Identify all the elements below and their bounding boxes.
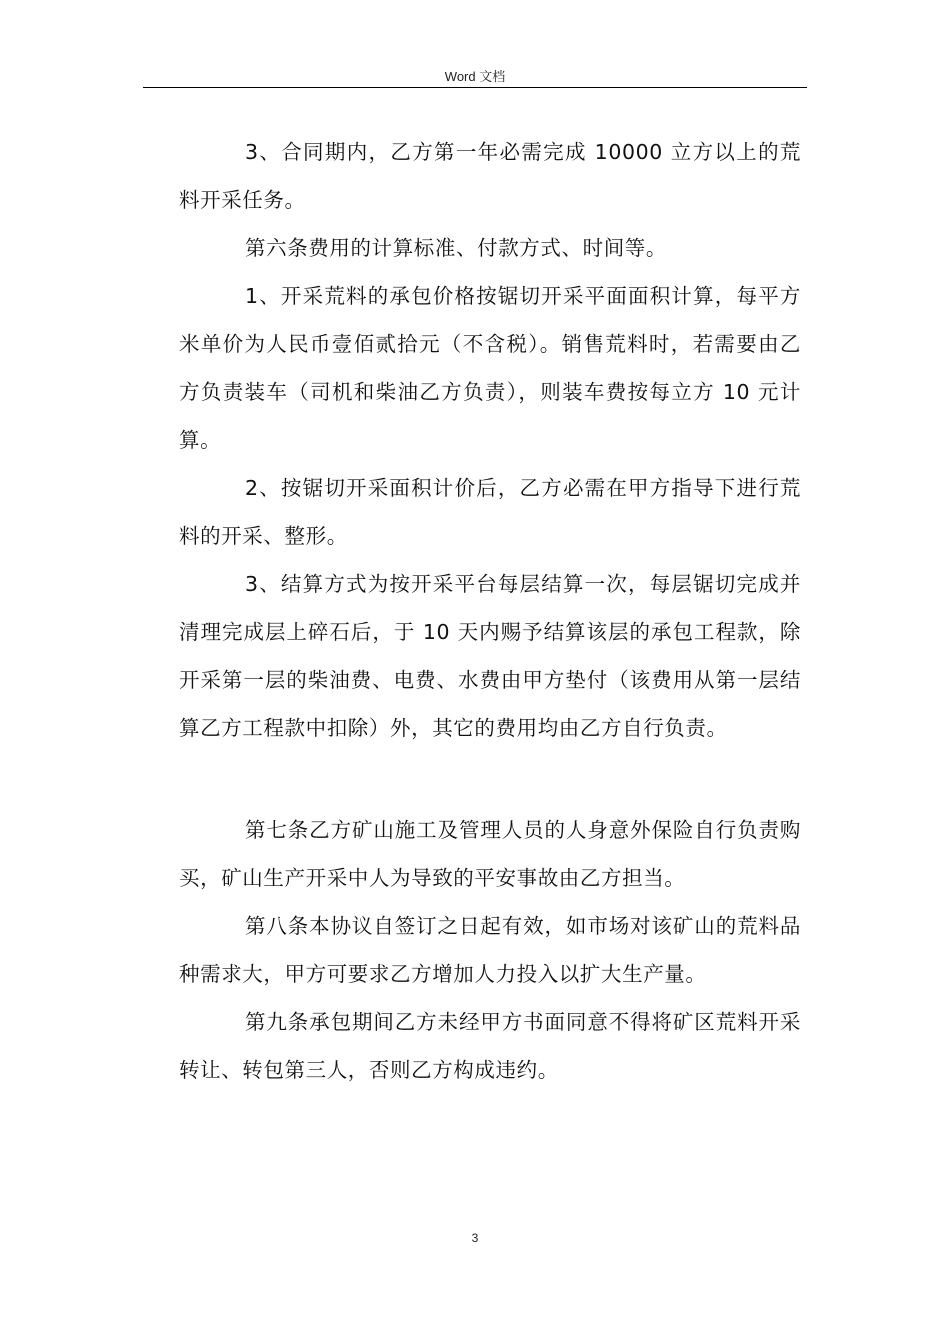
paragraph-article-6-item-2: 2、按锯切开采面积计价后，乙方必需在甲方指导下进行荒料的开采、整形。 <box>179 476 801 548</box>
paragraph-article-6-item-3: 3、结算方式为按开采平台每层结算一次，每层锯切完成并清理完成层上碎石后，于 10 天内赐予结算该层的承包工程款，除开采第一层的柴油费、电费、水费由甲方垫付（该费用从第一层结算乙方工程款中扣除）外，其它的费用均由乙方自行负责。 <box>179 572 801 740</box>
paragraph-article-6-item-1: 1、开采荒料的承包价格按锯切开采平面面积计算，每平方米单价为人民币壹佰贰拾元（不含税）。销售荒料时，若需要由乙方负责装车（司机和柴油乙方负责），则装车费按每立方 10 元计算。 <box>179 284 801 452</box>
paragraph-article-9: 第九条承包期间乙方未经甲方书面同意不得将矿区荒料开采转让、转包第三人，否则乙方构成违约。 <box>179 1010 801 1082</box>
paragraph-article-6-heading: 第六条费用的计算标准、付款方式、时间等。 <box>245 236 667 260</box>
paragraph-article-7: 第七条乙方矿山施工及管理人员的人身意外保险自行负责购买，矿山生产开采中人为导致的平安事故由乙方担当。 <box>179 818 801 890</box>
paragraph-clause-5-item-3: 3、合同期内，乙方第一年必需完成 10000 立方以上的荒料开采任务。 <box>179 140 801 212</box>
paragraph-spacer <box>179 752 801 806</box>
page-number: 3 <box>471 1231 479 1245</box>
header-divider <box>143 87 807 88</box>
page-header-title: Word 文档 <box>444 69 506 84</box>
document-body <box>179 128 801 1094</box>
paragraph-article-8: 第八条本协议自签订之日起有效，如市场对该矿山的荒料品种需求大，甲方可要求乙方增加人力投入以扩大生产量。 <box>179 914 801 986</box>
